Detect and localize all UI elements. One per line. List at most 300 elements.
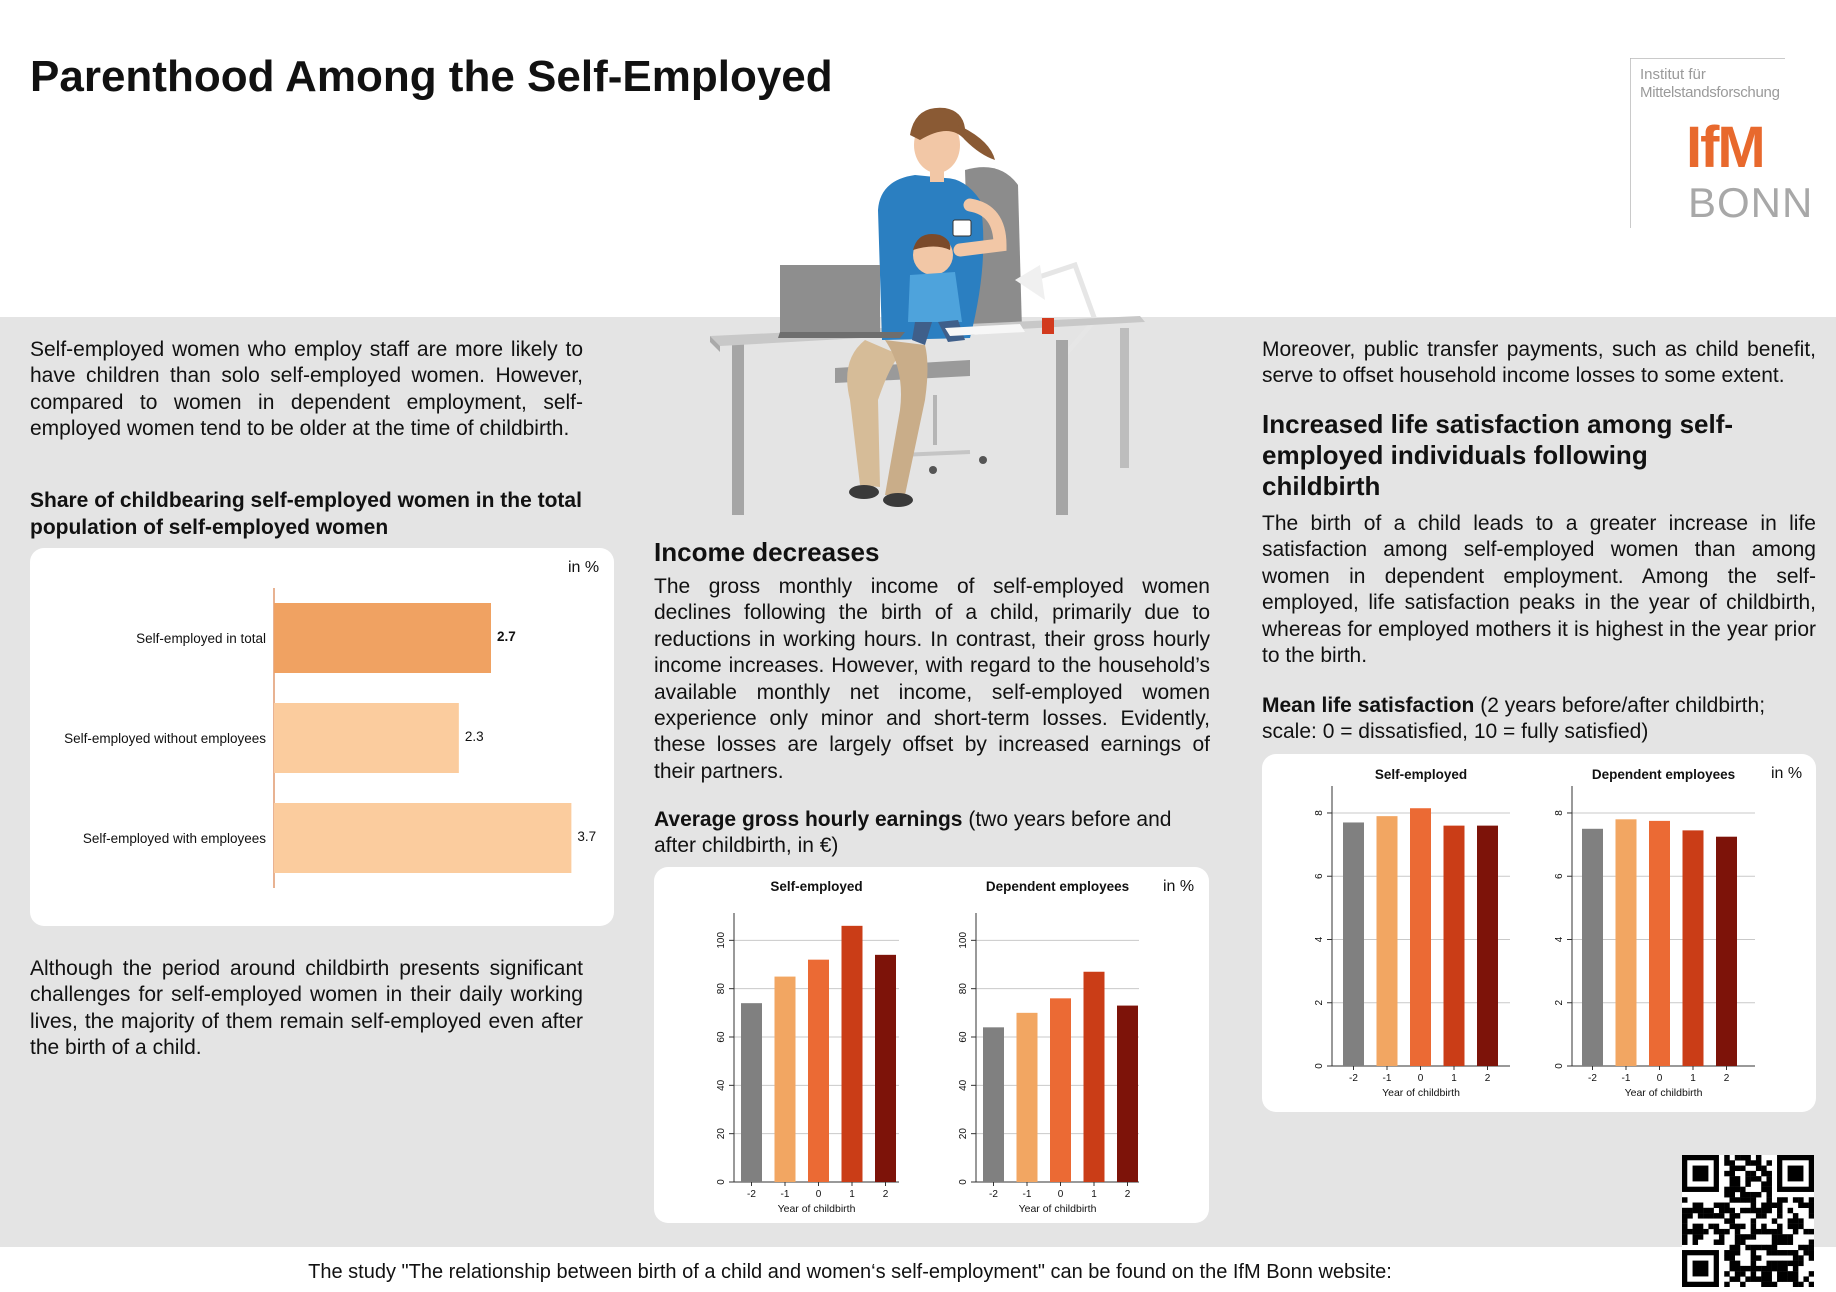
qr-module [1793, 1250, 1798, 1255]
qr-module [1756, 1155, 1761, 1160]
qr-module [1809, 1197, 1814, 1202]
qr-module [1724, 1187, 1729, 1192]
qr-module [1730, 1160, 1735, 1165]
qr-module [1772, 1203, 1777, 1208]
logo-bonn: BONN [1688, 179, 1814, 226]
qr-module [1788, 1224, 1793, 1229]
qr-module [1793, 1229, 1798, 1234]
x-tick-label: -2 [989, 1189, 998, 1200]
bar [1683, 830, 1704, 1066]
qr-module [1735, 1229, 1740, 1234]
qr-module [1766, 1181, 1771, 1186]
qr-module [1756, 1213, 1761, 1218]
bar [875, 955, 896, 1182]
qr-module [1798, 1224, 1803, 1229]
qr-module [1693, 1239, 1698, 1244]
qr-finder-inner [1788, 1166, 1804, 1182]
qr-module [1724, 1171, 1729, 1176]
satisfaction-caption-bold: Mean life satisfaction [1262, 694, 1475, 717]
bar [1477, 826, 1498, 1066]
qr-module [1798, 1261, 1803, 1266]
qr-module [1756, 1266, 1761, 1271]
qr-module [1719, 1208, 1724, 1213]
qr-module [1735, 1166, 1740, 1171]
x-tick-label: 0 [815, 1189, 822, 1200]
qr-module [1703, 1208, 1708, 1213]
qr-module [1761, 1229, 1766, 1234]
x-tick-label: 0 [1656, 1073, 1663, 1084]
qr-module [1751, 1245, 1756, 1250]
ifm-bonn-logo [1630, 58, 1814, 228]
qr-module [1687, 1208, 1692, 1213]
qr-module [1740, 1239, 1745, 1244]
qr-module [1777, 1229, 1782, 1234]
qr-module [1740, 1282, 1745, 1287]
earnings-caption-rest: (two years before and after childbirth, in €) [654, 808, 1172, 857]
qr-module [1793, 1224, 1798, 1229]
qr-module [1766, 1208, 1771, 1213]
qr-module [1730, 1276, 1735, 1281]
x-tick-label: 2 [1124, 1189, 1131, 1200]
qr-module [1724, 1192, 1729, 1197]
qr-module [1730, 1192, 1735, 1197]
qr-module [1766, 1245, 1771, 1250]
qr-module [1751, 1197, 1756, 1202]
qr-module [1682, 1213, 1687, 1218]
qr-module [1756, 1176, 1761, 1181]
qr-module [1766, 1266, 1771, 1271]
qr-module [1798, 1245, 1803, 1250]
y-tick-label: 20 [958, 1128, 969, 1140]
qr-module [1756, 1192, 1761, 1197]
y-tick-label: 60 [716, 1031, 727, 1043]
qr-module [1740, 1187, 1745, 1192]
qr-module [1745, 1234, 1750, 1239]
right-intro-text: Moreover, public transfer payments, such as child benefit, serve to offset household income losses to some extent. [1262, 338, 1816, 388]
y-tick-label: 2 [1554, 999, 1565, 1006]
qr-module [1745, 1155, 1750, 1160]
share-category-label: Self-employed without employees [64, 731, 266, 746]
qr-module [1766, 1171, 1771, 1176]
qr-module [1788, 1218, 1793, 1223]
qr-module [1693, 1203, 1698, 1208]
qr-module [1761, 1224, 1766, 1229]
x-tick-label: 2 [882, 1189, 889, 1200]
qr-module [1788, 1208, 1793, 1213]
chart-title: Self-employed [770, 879, 863, 894]
qr-module [1809, 1255, 1814, 1260]
qr-module [1803, 1203, 1808, 1208]
qr-module [1724, 1255, 1729, 1260]
qr-module [1724, 1208, 1729, 1213]
y-tick-label: 100 [958, 931, 969, 949]
qr-module [1751, 1208, 1756, 1213]
y-tick-label: 100 [716, 931, 727, 949]
qr-module [1803, 1276, 1808, 1281]
share-value-label: 2.3 [464, 729, 484, 744]
qr-module [1724, 1203, 1729, 1208]
qr-module [1751, 1250, 1756, 1255]
qr-module [1761, 1187, 1766, 1192]
qr-module [1751, 1234, 1756, 1239]
qr-module [1809, 1271, 1814, 1276]
chart-title: Dependent employees [985, 879, 1130, 894]
qr-module [1751, 1171, 1756, 1176]
share-category-label: Self-employed in total [136, 631, 266, 646]
qr-module [1777, 1276, 1782, 1281]
earnings-chart-unit: in % [1163, 878, 1195, 895]
qr-module [1782, 1271, 1787, 1276]
qr-module [1777, 1197, 1782, 1202]
bar [1616, 819, 1637, 1066]
earnings-dependent-chart [924, 867, 1164, 1223]
qr-module [1766, 1261, 1771, 1266]
qr-module [1730, 1197, 1735, 1202]
qr-module [1698, 1203, 1703, 1208]
qr-module [1809, 1250, 1814, 1255]
qr-module [1766, 1229, 1771, 1234]
y-tick-label: 40 [716, 1079, 727, 1091]
qr-module [1719, 1239, 1724, 1244]
qr-module [1777, 1261, 1782, 1266]
qr-module [1682, 1234, 1687, 1239]
qr-module [1766, 1271, 1771, 1276]
qr-module [1730, 1255, 1735, 1260]
qr-module [1751, 1271, 1756, 1276]
bar [741, 1003, 762, 1182]
qr-module [1777, 1266, 1782, 1271]
qr-module [1698, 1208, 1703, 1213]
qr-module [1682, 1197, 1687, 1202]
y-tick-label: 0 [716, 1179, 727, 1185]
qr-module [1714, 1213, 1719, 1218]
qr-module [1708, 1208, 1713, 1213]
qr-module [1788, 1261, 1793, 1266]
income-heading: Income decreases [654, 537, 880, 567]
bar [808, 960, 829, 1182]
qr-module [1735, 1187, 1740, 1192]
earnings-caption-bold: Average gross hourly earnings [654, 808, 963, 831]
qr-module [1698, 1213, 1703, 1218]
qr-module [1793, 1271, 1798, 1276]
qr-module [1730, 1176, 1735, 1181]
qr-module [1788, 1234, 1793, 1239]
qr-module [1724, 1160, 1729, 1165]
qr-module [1735, 1234, 1740, 1239]
x-axis-label: Year of childbirth [1624, 1087, 1703, 1099]
qr-module [1698, 1234, 1703, 1239]
qr-module [1714, 1229, 1719, 1234]
bar [1716, 837, 1737, 1066]
qr-module [1798, 1218, 1803, 1223]
qr-module [1788, 1276, 1793, 1281]
logo-ifm: IfM [1686, 115, 1764, 180]
y-tick-label: 8 [1554, 810, 1565, 816]
qr-module [1772, 1245, 1777, 1250]
qr-module [1788, 1239, 1793, 1244]
qr-module [1798, 1197, 1803, 1202]
qr-module [1772, 1218, 1777, 1223]
share-bar-chart [30, 548, 614, 926]
qr-module [1745, 1160, 1750, 1165]
qr-module [1803, 1229, 1808, 1234]
qr-module [1693, 1208, 1698, 1213]
qr-module [1777, 1203, 1782, 1208]
chart-title: Dependent employees [1591, 767, 1736, 782]
qr-module [1809, 1239, 1814, 1244]
bar [1410, 808, 1431, 1066]
y-tick-label: 2 [1314, 999, 1325, 1006]
qr-module [1803, 1250, 1808, 1255]
qr-module [1761, 1171, 1766, 1176]
qr-module [1766, 1192, 1771, 1197]
share-chart-card [30, 548, 614, 926]
y-tick-label: 4 [1314, 936, 1325, 943]
qr-module [1788, 1271, 1793, 1276]
qr-module [1772, 1282, 1777, 1287]
qr-module [1761, 1181, 1766, 1186]
qr-module [1735, 1261, 1740, 1266]
qr-module [1724, 1282, 1729, 1287]
share-bar [274, 603, 491, 673]
qr-module [1751, 1255, 1756, 1260]
qr-module [1719, 1229, 1724, 1234]
qr-module [1735, 1239, 1740, 1244]
qr-module [1719, 1234, 1724, 1239]
qr-module [1777, 1213, 1782, 1218]
qr-module [1809, 1203, 1814, 1208]
y-tick-label: 6 [1314, 873, 1325, 880]
earnings-chart-card [654, 867, 1209, 1223]
bar [1343, 822, 1364, 1066]
x-tick-label: 1 [1690, 1073, 1696, 1084]
satisfaction-self-employed-chart [1262, 754, 1522, 1112]
qr-module [1777, 1239, 1782, 1244]
qr-module [1708, 1213, 1713, 1218]
qr-module [1777, 1234, 1782, 1239]
qr-module [1751, 1224, 1756, 1229]
y-tick-label: 0 [958, 1179, 969, 1185]
qr-module [1782, 1250, 1787, 1255]
qr-module [1772, 1239, 1777, 1244]
bar [1582, 829, 1603, 1066]
qr-module [1761, 1203, 1766, 1208]
bar [1084, 972, 1105, 1182]
qr-module [1735, 1155, 1740, 1160]
qr-module [1761, 1276, 1766, 1281]
qr-code-icon[interactable] [1682, 1155, 1814, 1287]
qr-module [1693, 1224, 1698, 1229]
qr-module [1751, 1218, 1756, 1223]
logo-line-2: Mittelstandsforschung [1640, 84, 1780, 101]
bar [775, 977, 796, 1182]
x-tick-label: 1 [849, 1189, 855, 1200]
qr-module [1793, 1218, 1798, 1223]
qr-module [1745, 1276, 1750, 1281]
qr-module [1756, 1255, 1761, 1260]
y-tick-label: 80 [716, 983, 727, 995]
satisfaction-heading: Increased life satisfaction among self-employed individuals following childbirth [1262, 409, 1734, 501]
qr-module [1708, 1224, 1713, 1229]
footer-text: The study "The relationship between birth of a child and women‘s self-employment" can be found on the IfM Bonn website: [308, 1261, 1392, 1283]
qr-module [1687, 1229, 1692, 1234]
qr-module [1761, 1213, 1766, 1218]
logo-line-1: Institut für [1640, 66, 1706, 83]
x-tick-label: -2 [1349, 1073, 1358, 1084]
qr-module [1751, 1229, 1756, 1234]
qr-module [1777, 1224, 1782, 1229]
qr-module [1724, 1155, 1729, 1160]
y-tick-label: 80 [958, 983, 969, 995]
left-intro-text: Self-employed women who employ staff are more likely to have children than solo self-employed women. However, compared to women in dependent employment, self-employed women tend to be older at the time of childbirth. [30, 338, 583, 441]
bar [1649, 821, 1670, 1066]
x-tick-label: -1 [1022, 1189, 1032, 1200]
x-tick-label: -2 [747, 1189, 756, 1200]
qr-module [1751, 1176, 1756, 1181]
qr-module [1809, 1213, 1814, 1218]
qr-module [1735, 1176, 1740, 1181]
qr-module [1719, 1203, 1724, 1208]
qr-module [1740, 1192, 1745, 1197]
qr-module [1798, 1203, 1803, 1208]
x-tick-label: 2 [1484, 1073, 1491, 1084]
qr-module [1730, 1171, 1735, 1176]
qr-module [1740, 1166, 1745, 1171]
qr-module [1772, 1234, 1777, 1239]
qr-module [1751, 1261, 1756, 1266]
x-tick-label: 0 [1417, 1073, 1424, 1084]
y-tick-label: 60 [958, 1031, 969, 1043]
qr-module [1798, 1255, 1803, 1260]
bar [983, 1027, 1004, 1182]
y-tick-label: 0 [1314, 1063, 1325, 1069]
x-tick-label: 0 [1057, 1189, 1064, 1200]
x-tick-label: 2 [1723, 1073, 1730, 1084]
qr-module [1745, 1181, 1750, 1186]
y-tick-label: 0 [1554, 1063, 1565, 1069]
qr-module [1735, 1250, 1740, 1255]
qr-module [1782, 1266, 1787, 1271]
bar [842, 926, 863, 1182]
bar [1377, 816, 1398, 1066]
qr-module [1761, 1266, 1766, 1271]
x-tick-label: 1 [1091, 1189, 1097, 1200]
bar [1117, 1006, 1138, 1182]
qr-module [1751, 1276, 1756, 1281]
qr-module [1777, 1271, 1782, 1276]
income-text: The gross monthly income of self-employed women declines following the birth of a child, primarily due to reductions in working hours. In contrast, their gross hourly income increases. However, with regard to the household’s available monthly net income, self-employed women experience only minor and short-term losses. Evidently, these losses are largely offset by increased earnings of their partners. [654, 575, 1210, 783]
qr-module [1756, 1166, 1761, 1171]
qr-module [1766, 1276, 1771, 1281]
share-category-label: Self-employed with employees [82, 831, 266, 846]
share-bar [274, 803, 571, 873]
qr-module [1809, 1208, 1814, 1213]
bar [1017, 1013, 1038, 1182]
qr-module [1714, 1203, 1719, 1208]
qr-module [1809, 1229, 1814, 1234]
qr-module [1761, 1166, 1766, 1171]
qr-module [1751, 1160, 1756, 1165]
qr-module [1740, 1224, 1745, 1229]
share-chart-unit: in % [568, 559, 600, 576]
qr-module [1761, 1282, 1766, 1287]
qr-module [1793, 1266, 1798, 1271]
x-axis-label: Year of childbirth [1018, 1203, 1097, 1215]
x-tick-label: -1 [780, 1189, 790, 1200]
y-tick-label: 40 [958, 1079, 969, 1091]
bar [1050, 998, 1071, 1182]
qr-module [1682, 1208, 1687, 1213]
bar [1444, 826, 1465, 1066]
qr-module [1798, 1282, 1803, 1287]
qr-module [1730, 1218, 1735, 1223]
satisfaction-chart-unit: in % [1771, 765, 1803, 782]
qr-module [1714, 1224, 1719, 1229]
qr-module [1735, 1224, 1740, 1229]
qr-module [1735, 1276, 1740, 1281]
share-chart-title: Share of childbearing self-employed women in the total population of self-employed women [30, 489, 582, 539]
qr-module [1730, 1266, 1735, 1271]
qr-module [1682, 1218, 1687, 1223]
qr-module [1735, 1266, 1740, 1271]
qr-module [1766, 1250, 1771, 1255]
qr-module [1766, 1176, 1771, 1181]
qr-module [1740, 1234, 1745, 1239]
x-axis-label: Year of childbirth [777, 1203, 856, 1215]
qr-module [1693, 1234, 1698, 1239]
qr-module [1730, 1208, 1735, 1213]
qr-module [1745, 1192, 1750, 1197]
y-tick-label: 4 [1554, 936, 1565, 943]
qr-module [1740, 1271, 1745, 1276]
qr-module [1735, 1271, 1740, 1276]
qr-module [1772, 1229, 1777, 1234]
qr-module [1740, 1208, 1745, 1213]
x-tick-label: 1 [1451, 1073, 1457, 1084]
qr-module [1772, 1250, 1777, 1255]
satisfaction-caption-rest: (2 years before/after childbirth; scale: 0 = dissatisfied, 10 = fully satisfied) [1262, 694, 1766, 743]
x-tick-label: -2 [1588, 1073, 1597, 1084]
left-outro-text: Although the period around childbirth presents significant challenges for self-employed women in their daily working lives, the majority of them remain self-employed even after the birth of a child. [30, 957, 583, 1060]
qr-module [1745, 1197, 1750, 1202]
qr-module [1698, 1229, 1703, 1234]
qr-module [1682, 1239, 1687, 1244]
qr-module [1730, 1166, 1735, 1171]
qr-module [1756, 1245, 1761, 1250]
qr-module [1703, 1229, 1708, 1234]
share-value-label: 2.7 [497, 629, 516, 644]
qr-module [1724, 1250, 1729, 1255]
qr-module [1682, 1229, 1687, 1234]
qr-module [1745, 1208, 1750, 1213]
qr-module [1803, 1245, 1808, 1250]
qr-module [1782, 1197, 1787, 1202]
qr-module [1698, 1224, 1703, 1229]
satisfaction-chart-caption [1262, 693, 1822, 745]
qr-module [1766, 1160, 1771, 1165]
qr-module [1735, 1197, 1740, 1202]
qr-module [1740, 1197, 1745, 1202]
mother-with-child-at-desk-illustration [700, 100, 1150, 520]
chart-title: Self-employed [1374, 767, 1468, 782]
qr-module [1751, 1266, 1756, 1271]
qr-module [1730, 1245, 1735, 1250]
x-tick-label: -1 [1621, 1073, 1631, 1084]
qr-module [1777, 1208, 1782, 1213]
qr-module [1745, 1266, 1750, 1271]
qr-module [1740, 1155, 1745, 1160]
qr-module [1766, 1197, 1771, 1202]
